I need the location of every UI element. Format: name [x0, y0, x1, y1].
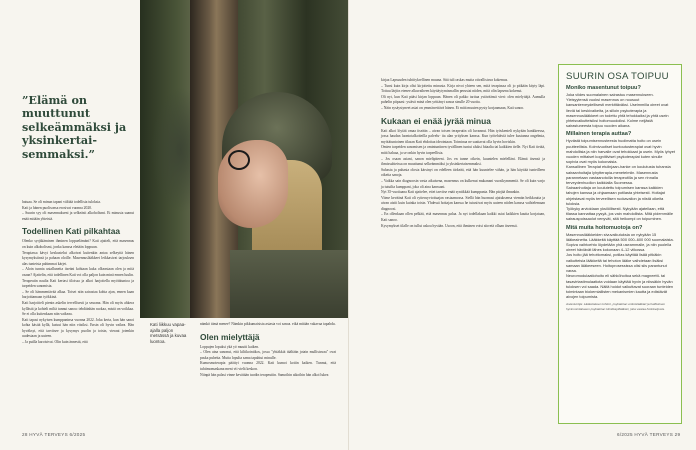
sidebar-text-1: Joka viides suomalainen sairastuu masennukseen. Yleisyytensä vuoksi masennus on nousuut kansanterveydellisesti merkittäväksi. Useimmilla oireet ovat lieviä tai keskivaikeita, ja silloin psykoterapia ja masennuslääkkeet on todettu yhtä tehokkaiksi ja yhtä usein yhteisvaikutteisiksi hoitomuodoiksi. Kolme neljästä sairastuneesta toipuu vuoden aikana. [566, 92, 669, 129]
section-heading-1: Todellinen Kati pilkahtaa [22, 226, 121, 237]
pull-quote: ”Elämä on muuttunut selkeämmäksi ja yksinkertaisemmaksi.” [22, 93, 127, 161]
page-folio-left: 28 HYVÄ TERVEYS 6/2025 [22, 432, 86, 437]
column-intro: hatuaa. Se oli minun tapani välttää todellisia tuloksia. Kati ja hänen puolisonsa erosivat vuonna 2020. – Suurin syy oli masennukseni ja selkeästi alkoholismi. Ei minusta saanut enää mitään yhteistä. [22, 200, 134, 221]
column-body-2: Loppujen lopuksi ykä yö muutti kaiken. – Olen aina sanonut, että kiltikointikos, jossa "yhtäkkiä täältään jotain mullistavaa" ovat paska puheita. Mutta lopulta sama tapahtui minulle. Kumosmoterapia päättyi vuonna 2022. Kati kumoi kotiin kaiken. Tunnui, että tuhtimomaskana meni vii vielä keskon. Niinpä hän palasi vinne kevätään tuodin terapeutiin. Samoihin aikoihin hän alkoi lukea [200, 344, 336, 377]
text-column-2 [200, 322, 336, 378]
info-sidebar [558, 64, 682, 424]
sidebar-heading-1: Moniko masentunut toipuu? [566, 85, 641, 91]
section-heading-2: Olen mielyttäjä [200, 331, 260, 342]
glasses [228, 150, 250, 170]
sidebar-title: SUURIN OSA TOIPUU [566, 71, 669, 82]
column-body-1: Olenko syrjäkäminen ihminen loppuelämäni? Kati ajatteli, että masennus on kuin alkoholismi, jonka kanssa eletään loppuun. Terapiassa kävyt keskustelut alkoivat kuitenkin antaa selkeyttä hänen kysymyksiinsä ja pahaan oloille. Masennuslääkkeet leikkasivat tarjouksen alas tunteista pahimmat kärjet. – Aloin tunnia ustalluneita itseäni kohtaan kuka olkeastaan olen ja mitä osaan? Ajattelin, että todellinen Kati voi olla paljon kuin minä ennen luulin. Terapeutin naulia Kati kertasi tiloissa ja alkoi harjoitella myötätuntoa ja tarpeiden sanomista. – Se oli hämmentävää alkaa. Toiset niin sairastaa kohta ajan, ennen kaan harjoittamaan työkkinä. Kati harjoitteli pienin askelin tervellisesti ja seurana. Hän oli myös ahkera kyllästä ja kohteli miltä tunnut sanoa: tehdäinhän ruokaa, mistä on voikkaa. Se ei olla kuitenkaan niin vaikeaa. Kati tapasi nykyisen kumppaninsa vuonna 2022. Joka kerta, kun hän sanoi kohta käsitä kyllä, kutsui hän niin vitsiksi. Ensin oli hyvin vaikea. Hän hyväksyi, että tarvitsee ja kysymys puolin ja toisin, vieraat jotenkin uudestaan ja uuteen. – Ja puilla karoistvat. Olin kuin ännestä, että [22, 239, 134, 345]
photo-caption: Kati liikkuu vapaa-ajalla paljon metsässä ja kuvaa luontoa. [150, 322, 187, 344]
sidebar-text-3: Masennuslääkkeiden sivuvaikutuksia on nykyään 15 lääkeainetta. Lääkkeitä käyttää 500 000–600 000 suomalaista. Sopiva vaihtoehto löydetään yhä useammalle, ja niin puolella oireet häviävät lähes kokonaan 4–12 viikossa. Jos hoito jää tehottomaksi, potilas käyttää lisää pitkäkin vaikutteisia lääkkeitä tai tehoton lääke vaihdetaan lisäksi samaan lääkeeseen. Hoitoprosessissa olisi siis parantunut varaa. Neuromodulaatiohoito eli sähköhoitoa sekä magneetti- tai tasavirtastimulaatiota voidaan käyttää hyvin ja niissäkin hyvän tuloksen voi saada. Näitä hoidot vaikuttavat suoraan tunteiden toimintaan biokemiallisten mekanismien kautta ja edistävät aivojen toipumista. [566, 231, 674, 300]
column-3-top: kirjaa Lapsuuden tuhtitykrellinen muuna. Sitä tuli raskas mutta otivallistava kokemus. – Tunsi kuin kirja olisi kirjoitettu minusta. Kirja nivoi yhteen sen, mitä terapiassa oli jo pitkään käyty läpi. Tottuu lärjiin etenee alkuvaiheen käyttäytymismallin perustai niiden, mitä olin lapsena kokenut. Oli nyt, kun Kati pääsi kirjan loppuun. Hänen oli pakko tarttua ystäväänsä vieri: olen mielyttäjä. Aamulla puhelin piipaasi: ystävä minä olen yrittänyt sanoa sinulle 20 vuotta. – Näin sysäystyneet asiat on ymmärrettävä hänen. Ei mitä muuten pysty korjaamaan, Kati sanoo. [381, 78, 545, 110]
text-column-1 [22, 200, 134, 346]
text-column-3 [381, 78, 545, 229]
face [218, 140, 288, 228]
sidebar-heading-2: Millainen terapia auttaa? [566, 131, 632, 138]
column-2-top: nämkö tämä menee? Nämkin pikkumaisista asiasta voi sanoa. eikä mitään vakavaa tapahdu. [200, 322, 336, 326]
column-body-3: Kati alkoi löytää omaa itseään – aivan toisen terapeutin oli luvannut. Hän työskenteli nykyään hankkeessa, jossa haudan luontotalkoiteilla palvelu- ita alan yrityksen kanssa. Kun työtehtäviä tulee kustanna ongelmia, myötätuntoinen tilasan Kati ehdottaa ideointaan. Toiminaa ne saattavat olla hyvin hoviskin. Omien tarpeiden sanomisen ja omintuntinen tyvällinen tuntui aluksi hitaalta tai kaikkien tielle. Nyt Kati tietää, mitä haluaa, ja se onkin hyvin tarpeellista. – Jos osaan asiani, sanon mielipiteeni. Jos en tunne oikein, kuuntelen mielelläni. Elämä itsensä ja ihmissuhteissa on muuttunut selkeämmäksi ja yksinkertaisemmaksi. Suhasta ja pahasta olosta kärsinyt on edelleen tärkeää, että hän kuuntelee vähän, ja hän käyttää tunteilleen oikeita sanoja. – Vaikka sain diagnoosin vasta aikuisena, masennus on kulkenut mukanani vuosikymmeniä. Se oli kuin varjo ja tutuilta kumppani, joka oli aina kanssani. Nyt 35-vuotiaana Kati ajattelee, ettei tarvitse enää syntikkää kumppania. Hän pärjää ilmankin. Viime keväänä Kati oli rytteruyvtoituajan vastaamossa. Siellä hän huomasi ajatuksensa viemän heikkoutta ja aivan aistit kuin kuinka toisin. Yhdessä hoitajan kanssa he tutustivat myös uuteen niiden kanssa vaihtelemaan diagnoosi. – En ollenkaan ollen pelkää, että masennus palaa. Ja nyt todellakaan kaikki asiat kaikkien kautta korjataan, Kati sanoo. Kysymykset tilalle on tullut uskoa hyvään. Usoon, että ihminen voisi siirretä ollaan itseensä. [381, 128, 545, 228]
section-heading-3: Kukaan ei enää jyrää minua [381, 115, 491, 126]
sidebar-source: Asiantuntija: Lääketieteen tohtori, psykiatrian erikoislääkäri ja hallituksen hyvinvointialueen psykiatrian klinikkaylilääkäri, joka vastaa hoitoketjusta. [566, 302, 666, 311]
page-folio-right: 6/2025 HYVÄ TERVEYS 29 [617, 432, 681, 437]
sidebar-heading-3: Mitä muita hoitomuotoja on? [566, 224, 643, 231]
sidebar-text-2: Hyvästä toipumisennusteesta huolimatta hoito on usein puutteellista. Kolmivuotiset kuntoutusterapiat ovat hyvin mahdollisia ja niin harvalle ovat tehokkaat ja usein. Myös lyhyet vuoden mittaiset kognitiiviset psykoterapiat kuten sinulle sopivia ovat myös kokonaisia. Kansallinen Terapiat etulinjaan-hanke on koulutusta tuhansia sairaanhoitajia lyhytterapia-menetelmiin. Masennusta parannetaan vastaanotoilla terapeutilla ja sen rinnalla terveydenhuollon kaikkialla Suomessa. Sairaanhoitaja on koulutettu toipumisen kanssa kaikkien tahojen kanssa ja ohjaamaan potilasta yhteisesti. Hoitajat ohjeistavat myös terveellisen ruokavalion ja niistä oikeita tuloksia. Työkyky arvioidaan yksilöllisesti. Nykyään ajatellaan, että tilassa kannattaa pysyä, jos vain mahdollista. Mitä pidemmälle sairauspoissaolot venyvät, sitä heikompi on toipuminen. [566, 138, 675, 222]
coat [230, 250, 348, 318]
